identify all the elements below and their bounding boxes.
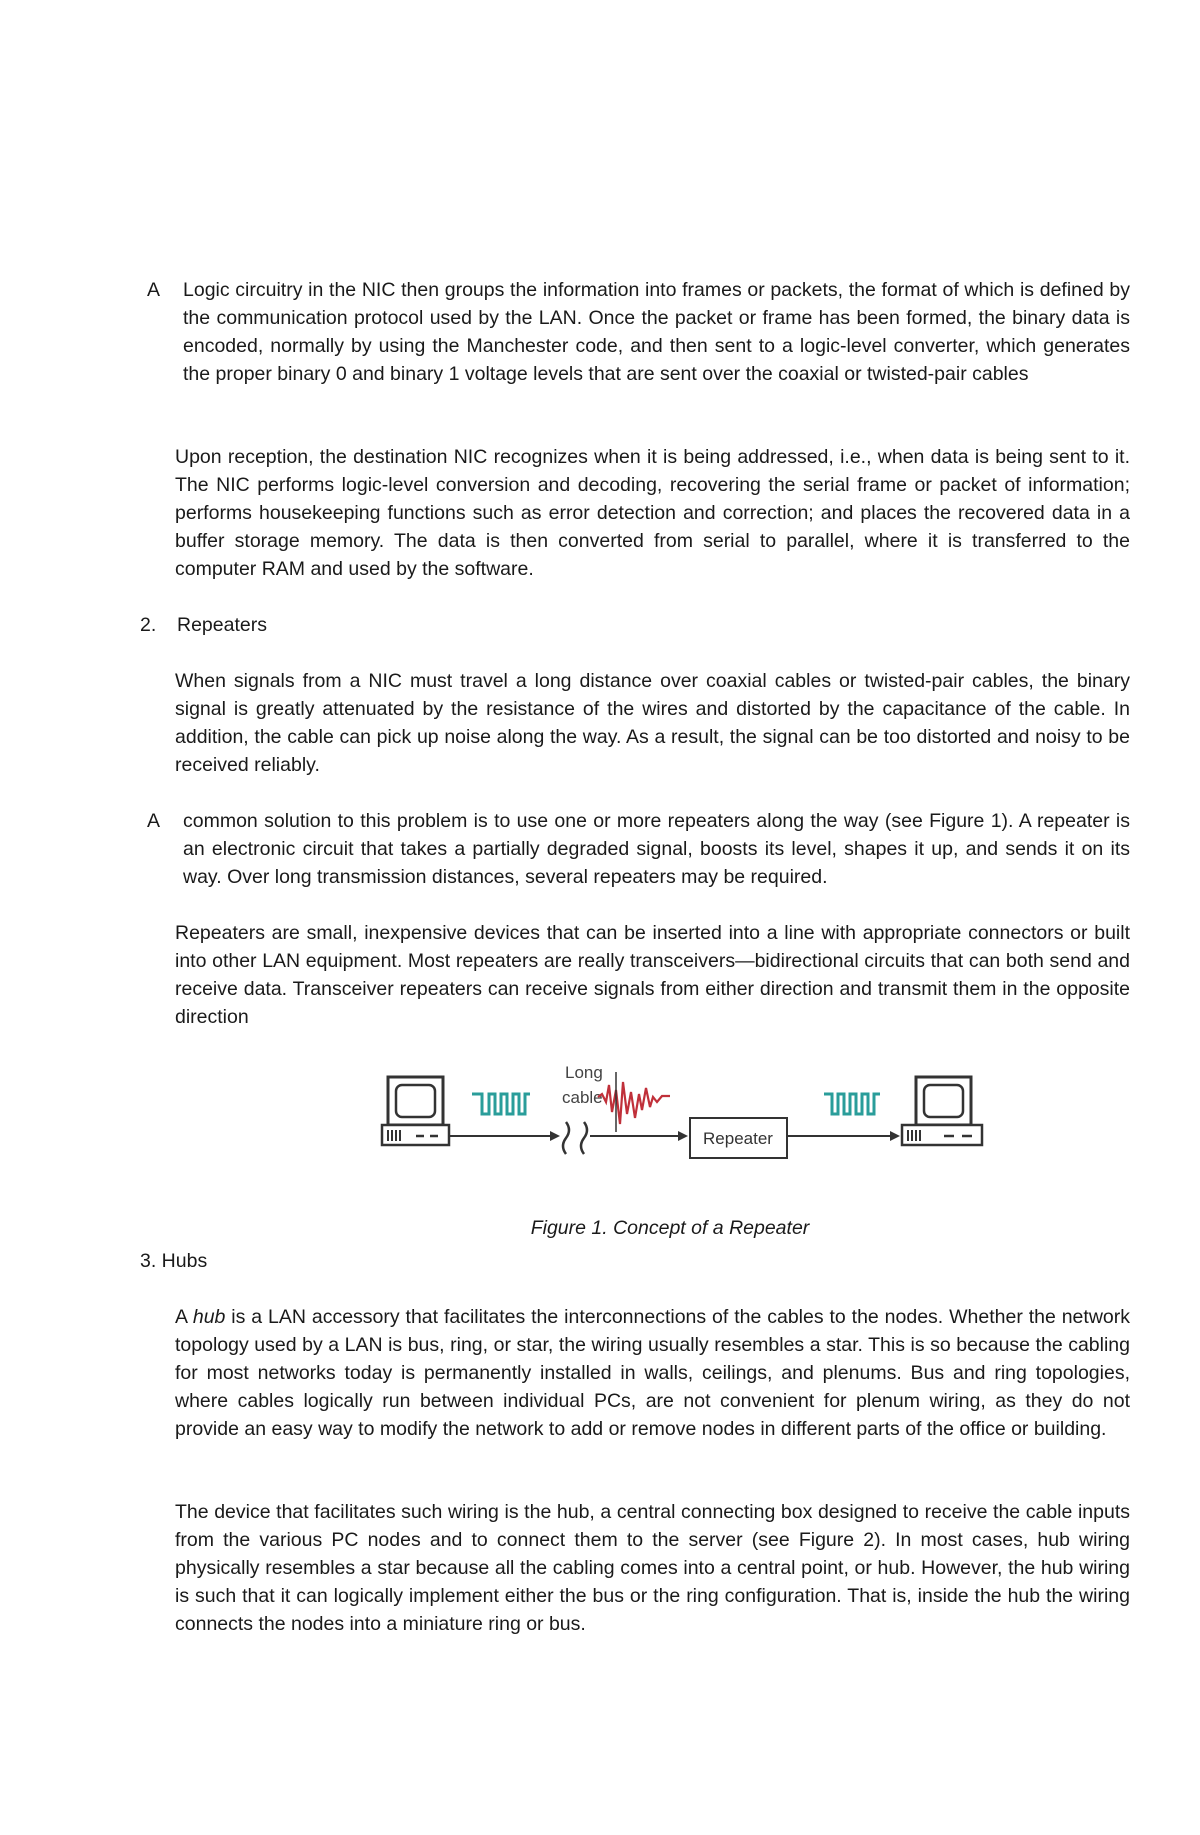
reception-paragraph: Upon reception, the destination NIC recognizes when it is being addressed, i.e., when data is being sent to it. The NIC performs logic-level conversion and decoding, recovering the serial frame or packet of information; performs housekeeping functions such as error detection and correction; and places the recovered data in a buffer storage memory. The data is then converted from serial to parallel, where it is transferred to the computer RAM and used by the software. [175, 446, 1130, 580]
cable-label: cable [562, 1088, 603, 1107]
computer-right-icon [902, 1077, 982, 1145]
long-label: Long [565, 1063, 603, 1082]
repeaters-paragraph-2: common solution to this problem is to use one or more repeaters along the way (see Figure 1). A repeater is an electronic circuit that takes a partially degraded signal, boosts its level, shapes it up, and sends it on its way. Over long transmission distances, several repeaters may be required. [183, 810, 1130, 888]
computer-left-icon [382, 1077, 449, 1145]
hubs-para1-lead: A [175, 1306, 193, 1328]
figure-repeater-diagram [380, 1052, 1010, 1172]
clean-signal-right [824, 1094, 880, 1114]
nic-logic-paragraph: Logic circuitry in the NIC then groups the information into frames or packets, the format of which is defined by the communication protocol used by the LAN. Once the packet or frame has been formed, the binary data is encoded, normally by using the Manchester code, and then sent to a logic-level converter, which generates the proper binary 0 and binary 1 voltage levels that are sent over the coaxial or twisted-pair cables [183, 279, 1130, 385]
list-marker-a2: A [147, 810, 161, 832]
repeater-label: Repeater [703, 1129, 773, 1148]
hub-term: hub [192, 1306, 226, 1328]
hubs-para1-rest: is a LAN accessory that facilitates the interconnections of the cables to the nodes. Whether the network topology used by a LAN is bus, ring, or star, the wiring usually resembles a star. This is so because the cabling for most networks today is permanently installed in walls, ceilings, and plenums. Bus and ring topologies, where cables logically run between individual PCs, are not convenient for plenum wiring, as they do not provide an easy way to modify the network to add or remove nodes in different parts of the office or building. [175, 1306, 1130, 1440]
repeaters-heading: Repeaters [177, 614, 267, 636]
repeaters-number: 2. [140, 614, 157, 636]
hubs-heading: 3. Hubs [140, 1250, 208, 1272]
repeaters-paragraph-1: When signals from a NIC must travel a long distance over coaxial cables or twisted-pair cables, the binary signal is greatly attenuated by the resistance of the wires and distorted by the capacitance of the cable. In addition, the cable can pick up noise along the way. As a result, the signal can be too distorted and noisy to be received reliably. [175, 670, 1130, 776]
clean-signal-left [472, 1094, 530, 1114]
hubs-paragraph-1 [175, 1303, 1130, 1443]
figure-1-caption: Figure 1. Concept of a Repeater [530, 1216, 810, 1239]
list-marker-a1: A [147, 279, 161, 301]
hubs-paragraph-2: The device that facilitates such wiring is the hub, a central connecting box designed to receive the cable inputs from the various PC nodes and to connect them to the server (see Figure 2). In most cases, hub wiring physically resembles a star because all the cabling comes into a central point, or hub. However, the hub wiring is such that it can logically implement either the bus or the ring configuration. That is, inside the hub the wiring connects the nodes into a miniature ring or bus. [175, 1501, 1130, 1635]
noisy-signal [598, 1082, 670, 1124]
repeaters-paragraph-3: Repeaters are small, inexpensive devices that can be inserted into a line with appropriate connectors or built into other LAN equipment. Most repeaters are really transceivers—bidirectional circuits that can both send and receive data. Transceiver repeaters can receive signals from either direction and transmit them in the opposite direction [175, 922, 1130, 1028]
